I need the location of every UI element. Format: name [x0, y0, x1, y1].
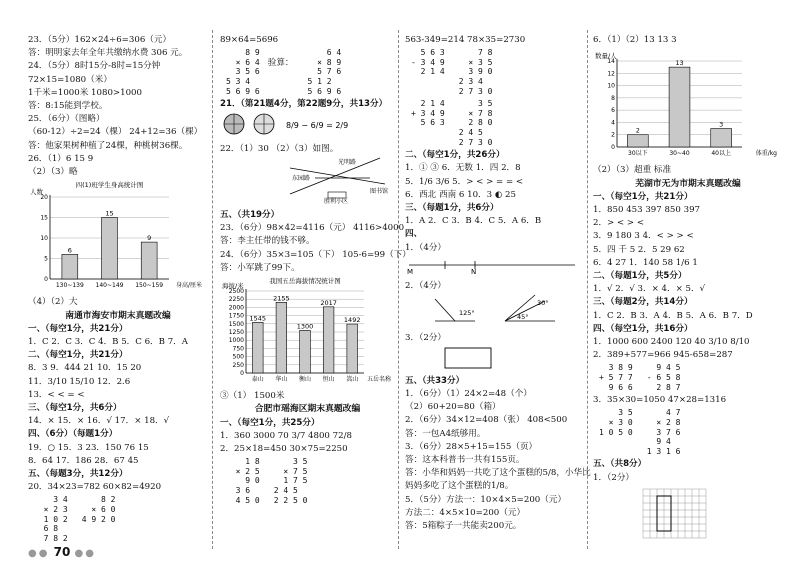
- bar: [347, 324, 358, 373]
- answer-line: 5．（5分）方法一：10×4×5=200（元）: [405, 494, 567, 505]
- column-divider: [398, 30, 399, 549]
- mountain-bar-chart: [220, 275, 392, 385]
- vertical-calculation: 7 8 × 3 5 3 9 0 2 3 4 2 7 3 0: [458, 48, 493, 96]
- answer-line: ③（1） 1500米: [220, 391, 285, 402]
- vertical-calculation: 9 4 5 - 6 5 8 2 8 7: [646, 363, 681, 392]
- answer-line: 6．（1）（2）13 13 3: [593, 35, 677, 45]
- section-heading: 五、（每题3分，共12分）: [28, 469, 128, 480]
- y-tick-label: 15: [40, 214, 48, 222]
- data-label: 2: [635, 126, 640, 135]
- y-tick-label: 0: [611, 144, 615, 152]
- answer-line: 8．3 9．444 21 10．15 20: [28, 363, 142, 374]
- section-heading: 一、（每空1分，共21分）: [593, 191, 693, 202]
- section-heading: 四、: [405, 229, 423, 240]
- y-tick-label: 14: [607, 58, 615, 66]
- answer-line: 答：李主任带的钱不够。: [220, 236, 315, 247]
- answer-line: 13．< < = <: [28, 389, 85, 400]
- data-label: 1492: [343, 316, 361, 325]
- y-tick-label: 750: [232, 345, 244, 353]
- answer-line: （2）（3）略: [28, 167, 78, 178]
- answer-line: 1．（2分）: [593, 472, 635, 483]
- chart-title: 四(1)班学生身高统计图: [75, 181, 144, 190]
- answer-line: 26．（1）6 15 9: [28, 153, 94, 164]
- vertical-calculation: 8 2 × 6 0 4 9 2 0: [81, 495, 116, 524]
- angle-label: 45°: [517, 313, 529, 322]
- angle-label: 30°: [537, 299, 549, 308]
- answer-line: 方法二：4×5×10=200（元）: [405, 507, 526, 518]
- vertical-calculation: 2 1 4 + 3 4 9 5 6 3: [411, 99, 445, 128]
- vertical-calculation: 8 9 × 6 4 3 5 6 5 3 4 5 6 9 6: [226, 48, 260, 96]
- bar: [627, 135, 648, 147]
- answer-line: （2）（3）超重 标准: [593, 165, 672, 176]
- x-tick-label: 130~139: [55, 282, 84, 290]
- chart-title: 我国五岳海拔情况统计图: [269, 277, 341, 285]
- answer-line: 23．（6分）98×42=4116（元） 4116>4000: [220, 223, 405, 234]
- section-title: 南通市海安市期末真题改编: [65, 310, 171, 321]
- section-heading: 五、（共33分）: [405, 375, 465, 386]
- vertical-calculation: 3 8 9 + 5 7 7 9 6 6: [599, 363, 633, 392]
- x-tick-label: 泰山: [251, 376, 264, 383]
- answer-line: 5．四 千 5 2．5 29 62: [593, 244, 685, 255]
- answer-line: 11．3/10 15/10 12．2.6: [28, 376, 131, 387]
- answer-line: 24．（5分）8时15分-8时=15分钟: [28, 61, 161, 72]
- x-tick-label: 40以上: [711, 150, 731, 158]
- bar: [711, 129, 732, 147]
- answer-line: 2．> < > <: [593, 218, 645, 229]
- answer-line: 2．（4分）: [405, 280, 447, 291]
- vertical-calculation: 5 6 3 - 3 4 9 2 1 4: [411, 48, 445, 77]
- y-tick-label: 500: [232, 353, 244, 361]
- y-tick-label: 2: [611, 131, 615, 139]
- section-heading: 二、（每空1分，共26分）: [405, 150, 505, 161]
- section-heading: 三、（每题2分，共14分）: [593, 297, 693, 308]
- page-number: ●● 70 ●●: [28, 545, 96, 559]
- y-tick-label: 2000: [228, 304, 244, 312]
- data-label: 1300: [296, 322, 314, 331]
- answer-line: 8．64 17．186 28．67 45: [28, 455, 139, 466]
- vertical-calculation: 3 5 × 7 8 2 8 0 2 4 5 2 7 3 0: [458, 99, 493, 147]
- answer-line: 答：小华和妈妈一共吃了这个蛋糕的5/8，小华比: [405, 468, 591, 479]
- map-label: 光明路: [338, 158, 357, 166]
- y-tick-label: 1500: [228, 320, 244, 328]
- y-tick-label: 8: [611, 95, 615, 103]
- answer-line: 1．850 453 397 850 397: [593, 205, 701, 216]
- x-tick-label: 嵩山: [346, 376, 359, 383]
- y-tick-label: 250: [232, 361, 244, 369]
- answer-line: 3．（6分）28×5+15=155（页）: [405, 441, 538, 452]
- answer-line: 3．9 180 3 4．< > > <: [593, 231, 694, 242]
- bar: [669, 67, 690, 147]
- x-tick-label: 140~149: [95, 282, 124, 290]
- answer-line: 23．（5分）162×24÷6=306（元）: [28, 35, 172, 45]
- answer-line: 1．C 2．B 3．A 4．B 5．A 6．B 7．D: [593, 310, 753, 321]
- section-heading: 三、（每空1分，共6分）: [28, 403, 122, 414]
- answer-line: 563-349=214 78×35=2730: [405, 35, 526, 45]
- y-tick-label: 20: [40, 194, 48, 202]
- answer-line: 1．√ 2．√ 3．× 4．× 5．√: [593, 284, 706, 295]
- answer-line: 答：他家果树种植了24棵，种桃树36棵。: [28, 140, 188, 151]
- vertical-calculation: 4 7 × 2 8 3 7 6 9 4 1 3 1 6: [646, 408, 681, 456]
- answer-line: 1千米=1000米 1080>1000: [28, 87, 142, 98]
- y-tick-label: 2250: [228, 296, 244, 304]
- answer-line: 20．34×23=782 60×82=4920: [28, 482, 162, 493]
- answer-line: 答：小军跳了99下。: [220, 262, 300, 273]
- section-heading: 一、（每空1分，共25分）: [220, 417, 320, 428]
- y-tick-label: 1000: [228, 337, 244, 345]
- y-tick-label: 0: [240, 370, 244, 377]
- answer-line: 3．（2分）: [405, 333, 447, 344]
- section-heading: 一、（每空1分，共21分）: [28, 323, 128, 334]
- grid-diagram: [593, 485, 778, 545]
- data-label: 6: [67, 246, 72, 255]
- map-label: 胜利小区: [324, 197, 349, 204]
- column-3: [405, 34, 591, 533]
- y-tick-label: 12: [607, 70, 615, 78]
- x-tick-label: 30~40: [669, 150, 690, 158]
- x-tick-label: 30以下: [628, 150, 648, 158]
- answer-line: 答：这本科普书一共有155页。: [405, 455, 525, 465]
- weight-bar-chart: [593, 47, 778, 159]
- x-tick-label: 衡山: [298, 376, 312, 383]
- bar: [141, 242, 157, 279]
- column-divider: [212, 30, 213, 549]
- data-label: 3: [719, 120, 724, 129]
- answer-line: 1．① ③ 6．无数 1．四 2．8: [405, 163, 521, 174]
- x-tick-label: 恒山: [322, 376, 335, 383]
- y-axis-label: 数量/人: [595, 52, 617, 61]
- answer-line: 答：8:15能到学校。: [28, 101, 108, 112]
- vertical-calculation: 3 4 × 2 3 1 0 2 6 8 7 8 2: [43, 495, 68, 543]
- y-tick-label: 1250: [228, 329, 244, 336]
- vertical-calculation: 1 8 × 2 5 9 0 3 6 4 5 0: [235, 457, 260, 505]
- data-label: 15: [105, 209, 114, 218]
- answer-line: 5．1/6 3/6 5．> < > = = <: [405, 176, 524, 187]
- section-heading: 五、（共8分）: [593, 459, 647, 470]
- x-axis-label: 五岳名称: [366, 376, 391, 383]
- bar: [323, 307, 334, 373]
- answer-line: 14．× 15．× 16．√ 17．× 18．√: [28, 416, 170, 427]
- answer-line: 答：一包A4纸够用。: [405, 428, 486, 439]
- answer-line: （60-12）÷2=24（棵） 24+12=36（棵）: [28, 127, 203, 138]
- section-heading: 三、（每题1分，共6分）: [405, 202, 499, 213]
- column-2: [220, 34, 411, 507]
- map-label: 东园路: [292, 174, 311, 182]
- height-bar-chart: [28, 179, 203, 291]
- answer-line: 2．（6分）34×12=408（张） 408<500: [405, 415, 568, 426]
- section-heading: 四、（每空1分，共16分）: [593, 323, 693, 334]
- x-tick-label: 150~159: [135, 282, 164, 290]
- answer-line: 22．（1）30 （2）（3）如图。: [220, 143, 339, 154]
- vertical-calculation: 6 4 × 8 9 5 7 6 5 1 2 5 6 9 6: [307, 48, 342, 96]
- y-tick-label: 0: [44, 276, 48, 284]
- x-axis-label: 身高/厘米: [175, 282, 202, 290]
- section-heading: 二、（每空1分，共21分）: [28, 350, 128, 361]
- vertical-calculation: 3 5 × 3 0 1 0 5 0: [599, 408, 633, 437]
- x-axis-label: 体重/kg: [755, 150, 777, 158]
- data-label: 9: [147, 234, 152, 243]
- answer-line: 6．4 27 1．140 58 1/6 1: [593, 257, 698, 268]
- column-1: [28, 34, 208, 545]
- y-tick-label: 1750: [228, 312, 244, 320]
- answer-line: （2）60+20=80（箱）: [405, 402, 501, 413]
- section-heading: 21．（第21题4分，第22题9分，共13分）: [220, 99, 388, 110]
- y-tick-label: 10: [40, 235, 48, 243]
- point-label: M: [407, 267, 414, 275]
- answer-line: （4）（2）大: [28, 297, 78, 308]
- y-tick-label: 6: [611, 107, 615, 115]
- data-label: 13: [675, 59, 684, 68]
- answer-line: 1．A 2．C 3．B 4．C 5．A 6．B: [405, 216, 542, 227]
- data-label: 2017: [320, 298, 337, 307]
- answer-line: 1．360 3000 70 3/7 4800 72/8: [220, 430, 352, 441]
- verify-label: 验算：: [267, 58, 294, 69]
- section-heading: 四、（6分）（每题1分）: [28, 429, 118, 440]
- section-title: 合肥市瑶海区期末真题改编: [254, 404, 361, 415]
- number-line-diagram: [405, 255, 580, 275]
- answer-line: 25．（6分）（图略）: [28, 114, 105, 125]
- y-axis-label: 海拔/米: [222, 282, 244, 290]
- rectangle-diagram: [405, 346, 580, 370]
- answer-line: 3．35×30=1050 47×28=1316: [593, 395, 727, 406]
- answer-line: 19．○ 15．3 23．150 76 15: [28, 442, 149, 453]
- y-tick-label: 2500: [228, 288, 244, 295]
- y-tick-label: 4: [611, 119, 615, 127]
- bar: [276, 302, 287, 373]
- answer-line: 1．C 2．C 3．C 4．B 5．C 6．B 7．A: [28, 337, 188, 348]
- map-label: 图书馆: [370, 187, 389, 195]
- x-tick-label: 华山: [275, 376, 288, 383]
- section-title: 芜湖市无为市期末真题改编: [635, 178, 741, 189]
- section-heading: 二、（每题1分，共5分）: [593, 271, 687, 282]
- answer-line: 妈妈多吃了这个蛋糕的1/8。: [405, 481, 514, 492]
- y-tick-label: 5: [44, 255, 48, 263]
- answer-line: 24．（6分）35×3=105（下） 105-6=99（下）: [220, 249, 411, 260]
- svg-text:8/9 − 6/9 = 2/9: 8/9 − 6/9 = 2/9: [286, 121, 349, 131]
- answer-line: 2．25×18=450 30×75=2250: [220, 444, 348, 455]
- angle-diagram: [405, 293, 580, 327]
- answer-line: 89×64=5696: [220, 35, 279, 45]
- answer-line: 72×15=1080（米）: [28, 74, 112, 85]
- vertical-calculation: 3 5 × 7 5 1 7 5 2 4 5 2 2 5 0: [273, 457, 308, 505]
- point-label: N: [471, 267, 477, 275]
- angle-label: 125°: [459, 309, 475, 318]
- bar: [300, 330, 311, 373]
- bar: [252, 322, 263, 373]
- answer-line: 1．（6分）（1）24×2=48（个）: [405, 388, 532, 399]
- answer-line: 1．（4分）: [405, 242, 447, 253]
- data-label: 2155: [273, 294, 290, 303]
- map-diagram: [220, 156, 390, 204]
- bar: [62, 255, 78, 280]
- answer-line: 1．1000 600 2400 120 40 3/10 8/10: [593, 337, 750, 348]
- answer-line: 6．西北 西南 6 10．3 ◐ 25: [405, 189, 516, 200]
- section-heading: 五、（共19分）: [220, 209, 280, 220]
- answer-line: 答：明明家去年全年共缴纳水费 306 元。: [28, 48, 188, 59]
- y-axis-label: 人数: [30, 188, 43, 197]
- bar: [102, 218, 118, 280]
- answer-line: 2．389+577=966 945-658=287: [593, 350, 733, 361]
- answer-line: 答：5箱粽子一共能卖200元。: [405, 521, 522, 532]
- data-label: 1545: [249, 314, 267, 323]
- fraction-circles: [220, 111, 390, 137]
- column-4: [593, 34, 783, 550]
- y-tick-label: 10: [607, 82, 615, 90]
